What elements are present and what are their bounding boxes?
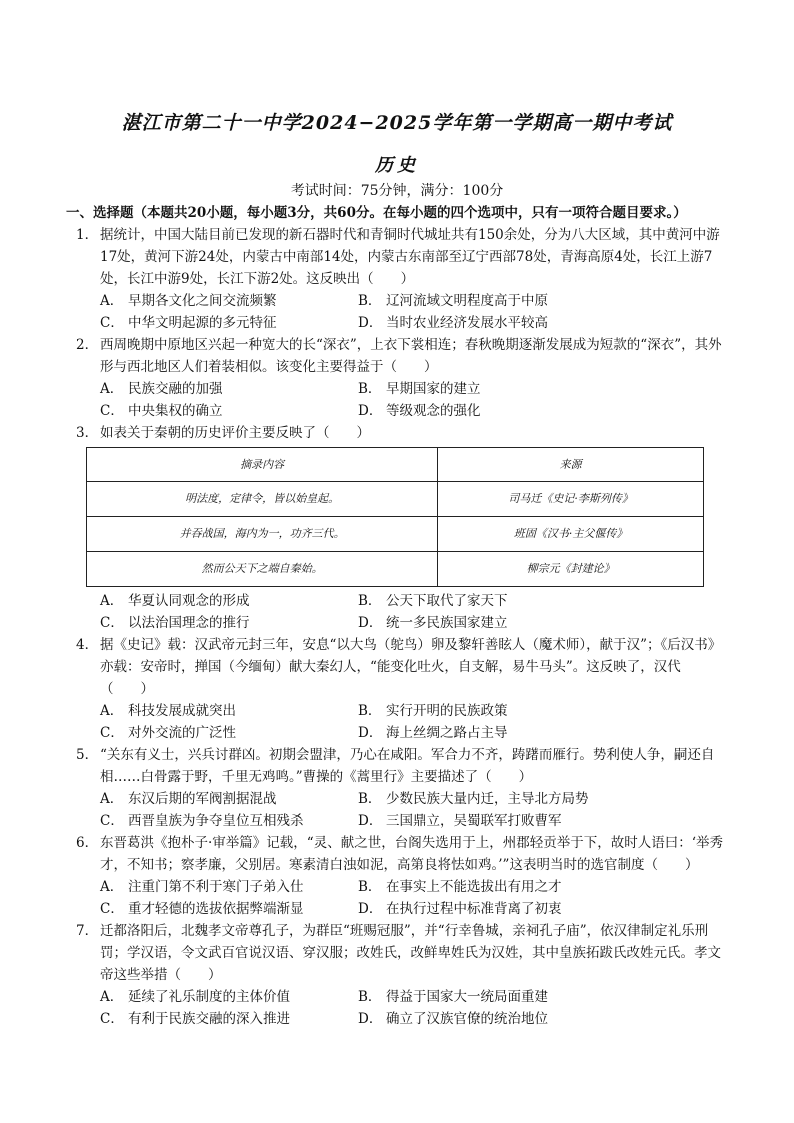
table-cell: 柳宗元《封建论》 — [438, 552, 704, 587]
table-row — [87, 482, 704, 517]
option-c[interactable]: C． 中华文明起源的多元特征 — [100, 315, 277, 331]
question-number: 2． — [76, 337, 99, 353]
question-3 — [76, 422, 726, 444]
table-header: 来源 — [438, 448, 704, 482]
option-b[interactable]: B． 辽河流域文明程度高于中原 — [358, 293, 548, 309]
source-table — [86, 447, 704, 587]
option-a[interactable]: A． 民族交融的加强 — [100, 381, 223, 397]
question-stem: “关东有义士，兴兵讨群凶。初期会盟津，乃心在咸阳。军合力不齐，踌躇而雁行。势利使人争，嗣还自相……白骨露于野，千里无鸡鸣。”曹操的《蒿里行》主要描述了（ ） — [100, 747, 715, 785]
question-7 — [76, 920, 726, 986]
question-5-options — [76, 788, 726, 832]
question-number: 7． — [76, 923, 99, 939]
option-b[interactable]: B． 公天下取代了家天下 — [358, 593, 508, 609]
table-header-row — [87, 448, 704, 482]
option-a[interactable]: A． 注重门第不利于寒门子弟入仕 — [100, 879, 304, 895]
exam-info: 考试时间：75分钟，满分：100分 — [290, 183, 504, 199]
question-number: 3． — [76, 425, 99, 441]
option-b[interactable]: B． 实行开明的民族政策 — [358, 703, 508, 719]
option-c[interactable]: C． 中央集权的确立 — [100, 403, 223, 419]
option-a[interactable]: A． 延续了礼乐制度的主体价值 — [100, 989, 290, 1005]
table-row — [87, 517, 704, 552]
question-stem: 东晋葛洪《抱朴子·审举篇》记载，“灵、献之世，台阁失选用于上，州郡轻贡举于下，故时人语曰：‘举秀才，不知书；察孝廉，父别居。寒素清白浊如泥，高第良将怯如鸡。’”这表明当时的选官制度（ ） — [100, 835, 723, 873]
option-d[interactable]: D． 等级观念的强化 — [358, 403, 481, 419]
option-a[interactable]: A． 东汉后期的军阀割据混战 — [100, 791, 277, 807]
section-heading: 一、选择题（本题共20小题，每小题3分，共60分。在每小题的四个选项中，只有一项符合题目要求。） — [66, 205, 687, 221]
question-4-options — [76, 700, 726, 744]
table-cell: 明法度，定律令，皆以始皇起。 — [87, 482, 438, 517]
question-number: 1． — [76, 227, 99, 243]
question-3-options — [76, 590, 726, 634]
option-d[interactable]: D． 海上丝绸之路占主导 — [358, 725, 508, 741]
table-cell: 班固《汉书·主父偃传》 — [438, 517, 704, 552]
question-stem: 据统计，中国大陆目前已发现的新石器时代和青铜时代城址共有150余处，分为八大区域，其中黄河中游17处，黄河下游24处，内蒙古中南部14处，内蒙古东南部至辽宁西部78处，青海高原4处，长江上游7处，长江中游9处，长江下游2处。这反映出（ ） — [100, 227, 720, 287]
question-stem: 迁都洛阳后，北魏孝文帝尊孔子，为群臣“班赐冠服”，并“行幸鲁城，亲祠孔子庙”，依汉律制定礼乐刑罚；学汉语，令文武百官说汉语、穿汉服；改姓氏，改鲜卑姓氏为汉姓，其中皇族拓跋氏改姓元氏。孝文帝这些举措（ ） — [100, 923, 721, 983]
question-4 — [76, 634, 726, 700]
question-stem: 据《史记》载：汉武帝元封三年，安息“以大鸟（鸵鸟）卵及黎轩善眩人（魔术师），献于汉”；《后汉书》亦载：安帝时，掸国（今缅甸）献大秦幻人，“能变化吐火，自支解，易牛马头”。这反映了，汉代（ ） — [100, 637, 722, 697]
option-a[interactable]: A． 科技发展成就突出 — [100, 703, 236, 719]
question-number: 6． — [76, 835, 99, 851]
option-b[interactable]: B． 在事实上不能选拔出有用之才 — [358, 879, 562, 895]
question-7-options — [76, 986, 726, 1030]
option-c[interactable]: C． 有利于民族交融的深入推进 — [100, 1011, 290, 1027]
option-c[interactable]: C． 对外交流的广泛性 — [100, 725, 236, 741]
question-content — [66, 202, 726, 1030]
table-cell: 司马迁《史记·李斯列传》 — [438, 482, 704, 517]
option-d[interactable]: D． 统一多民族国家建立 — [358, 615, 508, 631]
question-stem: 西周晚期中原地区兴起一种宽大的长“深衣”，上衣下裳相连；春秋晚期逐渐发展成为短款的“深衣”，其外形与西北地区人们着装相似。该变化主要得益于（ ） — [100, 337, 722, 375]
option-d[interactable]: D． 在执行过程中标准背离了初衷 — [358, 901, 562, 917]
option-d[interactable]: D． 当时农业经济发展水平较高 — [358, 315, 548, 331]
question-6-options — [76, 876, 726, 920]
option-b[interactable]: B． 得益于国家大一统局面重建 — [358, 989, 548, 1005]
table-cell: 并吞战国，海内为一，功齐三代。 — [87, 517, 438, 552]
option-d[interactable]: D． 三国鼎立，吴蜀联军打败曹军 — [358, 813, 562, 829]
question-1 — [76, 224, 726, 290]
option-a[interactable]: A． 华夏认同观念的形成 — [100, 593, 250, 609]
question-6 — [76, 832, 726, 876]
option-c[interactable]: C． 以法治国理念的推行 — [100, 615, 250, 631]
subject-title: 历史 — [375, 155, 419, 176]
option-d[interactable]: D． 确立了汉族官僚的统治地位 — [358, 1011, 548, 1027]
exam-title: 湛江市第二十一中学2024−2025学年第一学期高一期中考试 — [121, 112, 673, 134]
question-1-options — [76, 290, 726, 334]
option-c[interactable]: C． 重才轻德的选拔依据弊端渐显 — [100, 901, 304, 917]
option-c[interactable]: C． 西晋皇族为争夺皇位互相残杀 — [100, 813, 304, 829]
question-5 — [76, 744, 726, 788]
question-number: 4． — [76, 637, 99, 653]
option-a[interactable]: A． 早期各文化之间交流频繁 — [100, 293, 277, 309]
question-2 — [76, 334, 726, 378]
table-row — [87, 552, 704, 587]
table-header: 摘录内容 — [87, 448, 438, 482]
question-stem: 如表关于秦朝的历史评价主要反映了（ ） — [100, 425, 370, 441]
option-b[interactable]: B． 早期国家的建立 — [358, 381, 481, 397]
question-2-options — [76, 378, 726, 422]
table-cell: 然而公天下之端自秦始。 — [87, 552, 438, 587]
option-b[interactable]: B． 少数民族大量内迁，主导北方局势 — [358, 791, 589, 807]
question-number: 5． — [76, 747, 99, 763]
